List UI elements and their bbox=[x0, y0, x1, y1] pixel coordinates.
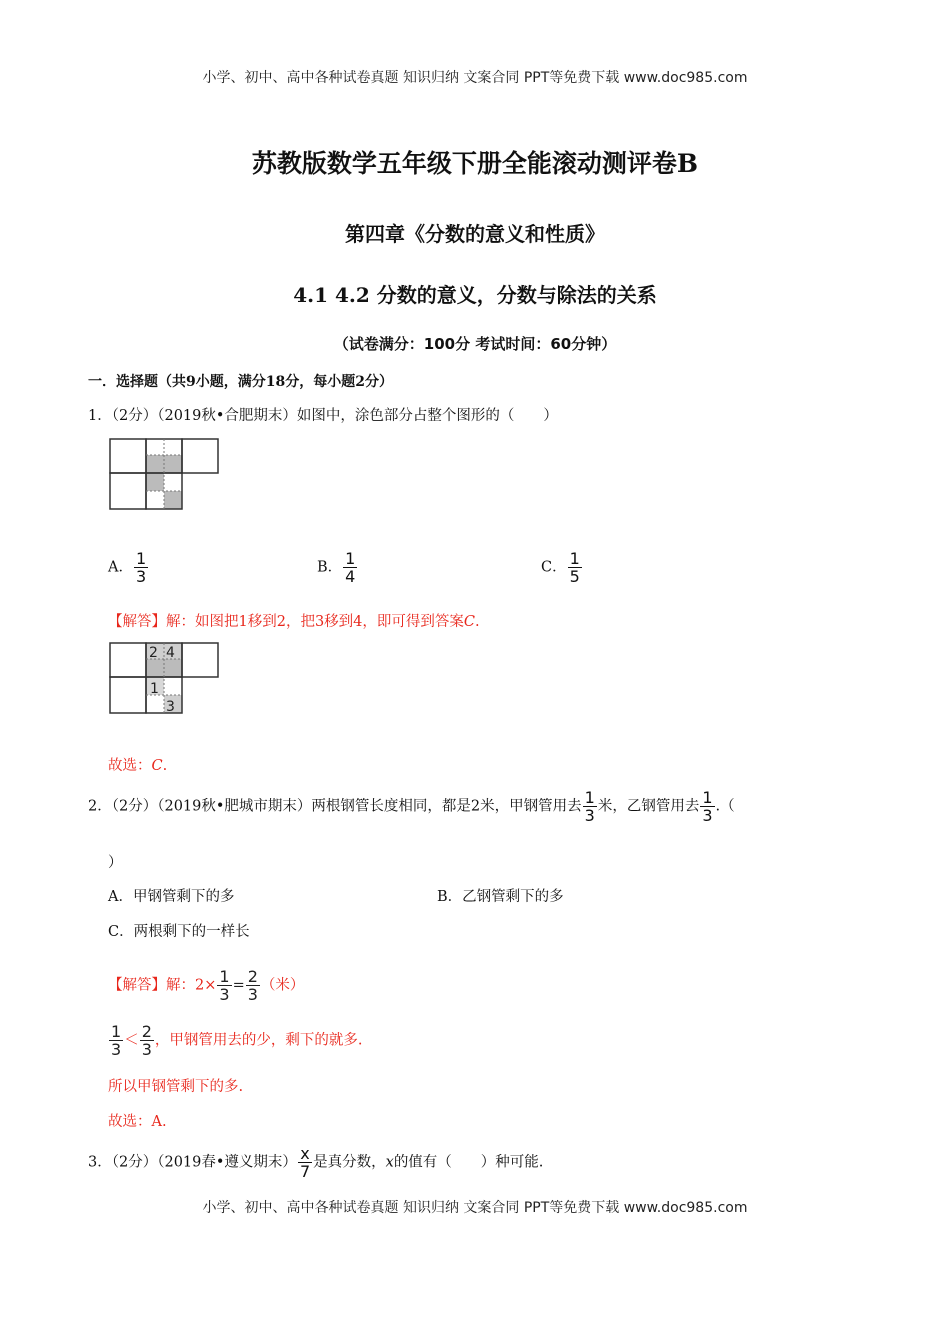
page-footer: 小学、初中、高中各种试卷真题 知识归纳 文案合同 PPT等免费下载 www.doc985.com bbox=[202, 1200, 748, 1216]
answer-1-figure bbox=[108, 641, 220, 719]
question-points: （2分） bbox=[111, 798, 158, 815]
option-a[interactable]: A． $\frac{1}{3}$ bbox=[108, 549, 147, 586]
question-number: 1． bbox=[88, 408, 112, 424]
choice-1: 故选：C. bbox=[108, 758, 168, 774]
fig-label-1: 1 bbox=[150, 681, 159, 697]
question-text: （2019秋•合肥期末）如图中，涂色部分占整个图形的（ ） bbox=[157, 408, 558, 424]
exam-info: （试卷满分：100分 考试时间：60分钟） bbox=[333, 335, 617, 353]
section-heading: 一．选择题（共9小题，满分18分，每小题2分） bbox=[88, 374, 393, 390]
option-c[interactable]: C．两根剩下的一样长 bbox=[108, 924, 250, 940]
option-b[interactable]: B． $\frac{1}{4}$ bbox=[317, 549, 356, 586]
question-3: 3．（2分）（2019春•遵义期末） $\frac{x}{7}$ 是真分数，x的值有（ ）种可能. bbox=[88, 1144, 544, 1181]
question-2-paren: ） bbox=[108, 855, 123, 871]
answer-2-conclusion: 所以甲钢管剩下的多. bbox=[108, 1079, 244, 1095]
question-2: 2．（2分）（2019秋•肥城市期末）两根钢管长度相同，都是2米，甲钢管用去 $\frac{1}{3}$ 米，乙钢管用去 $\frac{1}{3}$ .（ bbox=[88, 788, 735, 825]
option-c[interactable]: C． $\frac{1}{5}$ bbox=[541, 549, 580, 586]
question-number: 3． bbox=[88, 1154, 112, 1171]
document-title: 苏教版数学五年级下册全能滚动测评卷B bbox=[251, 149, 699, 178]
choice-2: 故选：A. bbox=[108, 1114, 167, 1130]
answer-1: 【解答】解：如图把1移到2，把3移到4，即可得到答案C. bbox=[108, 614, 480, 630]
answer-tag: 【解答】 bbox=[108, 614, 166, 630]
answer-2: 【解答】解：2× $\frac{1}{3}$ = $\frac{2}{3}$ （米） bbox=[108, 967, 305, 1004]
question-1 bbox=[88, 404, 558, 425]
option-a[interactable]: A．甲钢管剩下的多 bbox=[108, 889, 235, 905]
answer-tag: 【解答】 bbox=[108, 977, 166, 994]
option-b[interactable]: B．乙钢管剩下的多 bbox=[437, 889, 564, 905]
answer-2-compare: $\frac{1}{3}$ ＜ $\frac{2}{3}$ ，甲钢管用去的少，剩下的就多. bbox=[111, 1022, 363, 1059]
lesson-title: 4.1 4.2 分数的意义，分数与除法的关系 bbox=[293, 283, 657, 307]
question-points: （2分） bbox=[111, 408, 158, 424]
fig-label-3: 3 bbox=[166, 699, 175, 715]
question-points: （2分） bbox=[111, 1154, 158, 1171]
question-number: 2． bbox=[88, 798, 112, 815]
fig-label-4: 4 bbox=[166, 645, 175, 661]
chapter-title: 第四章《分数的意义和性质》 bbox=[345, 222, 605, 246]
fig-label-2: 2 bbox=[149, 645, 158, 661]
question-1-figure bbox=[108, 437, 220, 515]
page-header: 小学、初中、高中各种试卷真题 知识归纳 文案合同 PPT等免费下载 www.doc985.com bbox=[202, 70, 748, 86]
